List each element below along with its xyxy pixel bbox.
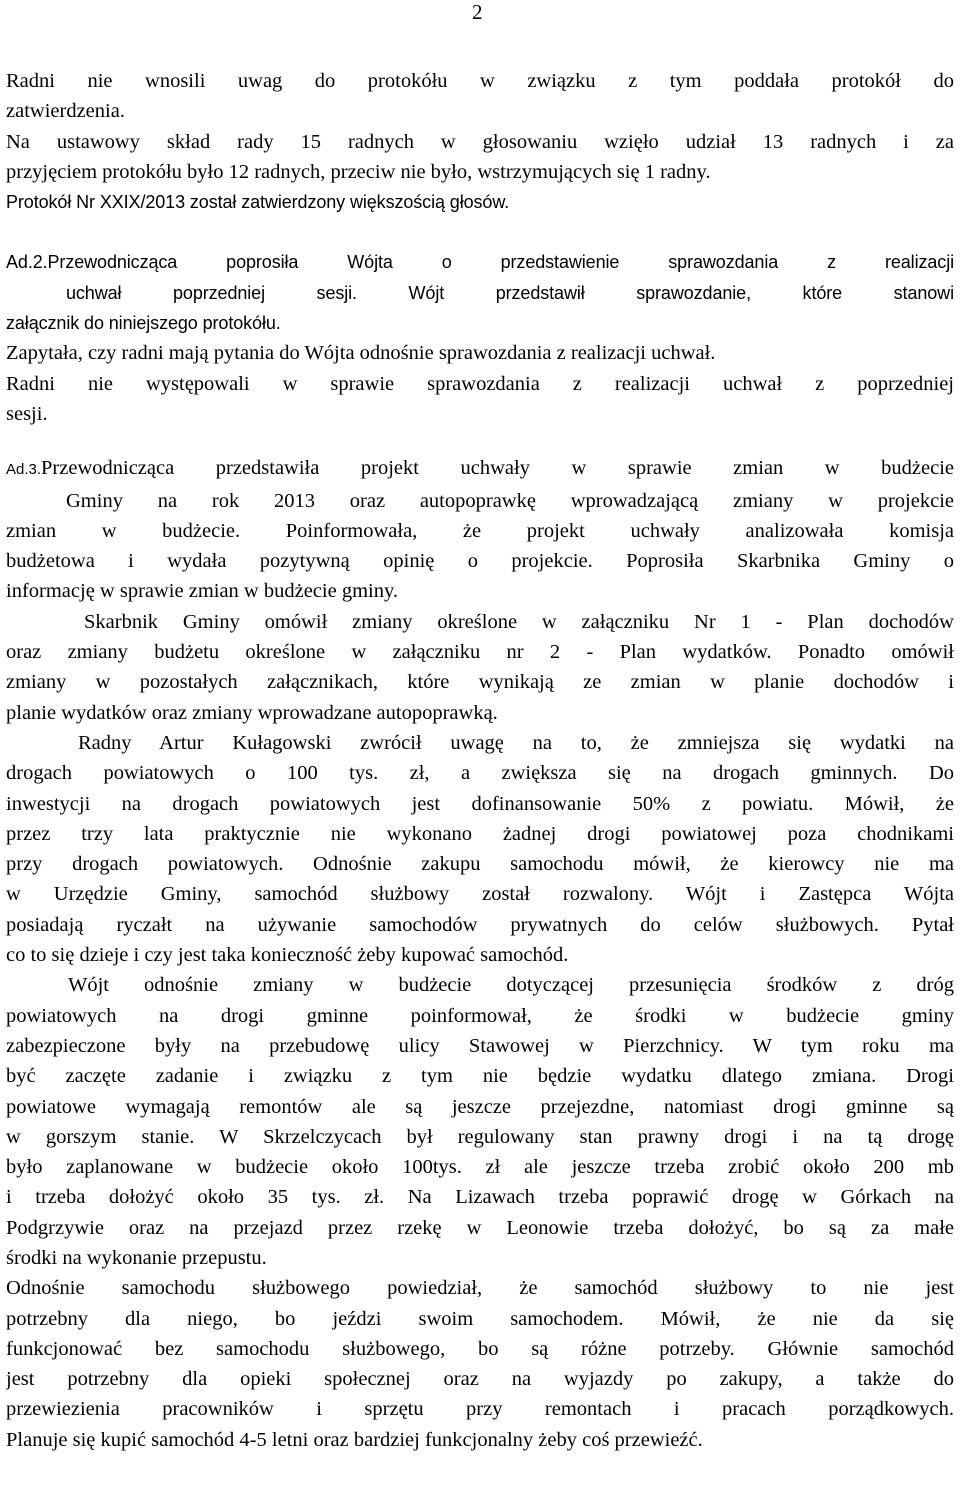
paragraph-gap xyxy=(6,429,954,453)
line-text: być zaczęte zadanie i związku z tym nie będzie wydatku dlatego zmiana. Drogi xyxy=(6,1065,954,1088)
text-line xyxy=(6,970,954,1000)
line-text: drogach powiatowych o 100 tys. zł, a zwiększa się na drogach gminnych. Do xyxy=(6,762,954,785)
line-text: Wójt odnośnie zmiany w budżecie dotyczącej przesunięcia środków z dróg xyxy=(68,974,954,997)
text-line xyxy=(6,758,954,788)
text-line xyxy=(6,789,954,819)
text-line xyxy=(6,1394,954,1424)
line-text: zabezpieczone były na przebudowę ulicy Stawowej w Pierzchnicy. W tym roku ma xyxy=(6,1034,954,1057)
line-text: Planuje się kupić samochód 4-5 letni oraz bardziej funkcjonalny żeby coś przewieźć. xyxy=(6,1428,703,1451)
line-text: jest potrzebny dla opieki społecznej oraz na wyjazdy po zakupy, a także do xyxy=(6,1368,954,1391)
line-text: co to się dzieje i czy jest taka konieczność żeby kupować samochód. xyxy=(6,944,569,967)
line-text: w gorszym stanie. W Skrzelczycach był regulowany stan prawny drogi i na tą drogę xyxy=(6,1125,954,1148)
text-line xyxy=(6,1031,954,1061)
text-line xyxy=(6,1152,954,1182)
text-line xyxy=(6,1122,954,1152)
text-line xyxy=(6,399,954,429)
text-line xyxy=(6,1243,954,1273)
document-body xyxy=(6,66,954,1455)
line-text: inwestycji na drogach powiatowych jest dofinansowanie 50% z powiatu. Mówił, że xyxy=(6,792,954,815)
text-line xyxy=(6,698,954,728)
text-line xyxy=(6,576,954,606)
line-text: Radni nie wnosili uwag do protokółu w związku z tym poddała protokół do xyxy=(6,70,954,92)
line-text: uchwał poprzedniej sesji. Wójt przedstawił sprawozdanie, które stanowi xyxy=(66,282,954,303)
line-text: Odnośnie samochodu służbowego powiedział, że samochód służbowy to nie jest xyxy=(6,1277,954,1300)
text-line xyxy=(6,1364,954,1394)
line-text: budżetowa i wydała pozytywną opinię o projekcie. Poprosiła Skarbnika Gminy o xyxy=(6,550,954,573)
line-text: i trzeba dołożyć około 35 tys. zł. Na Lizawach trzeba poprawić drogę w Górkach na xyxy=(6,1186,954,1209)
text-line xyxy=(6,1304,954,1334)
text-line xyxy=(6,879,954,909)
text-line xyxy=(6,187,954,217)
text-line xyxy=(6,247,954,277)
text-line xyxy=(6,66,954,96)
line-text: Skarbnik Gminy omówił zmiany określone w załączniku Nr 1 - Plan dochodów xyxy=(84,610,954,633)
line-text: zmian w budżecie. Poinformowała, że projekt uchwały analizowała komisja xyxy=(6,519,954,542)
text-line xyxy=(6,516,954,546)
text-line xyxy=(6,1273,954,1303)
line-text: funkcjonować bez samochodu służbowego, bo są różne potrzeby. Głównie samochód xyxy=(6,1337,954,1360)
line-text: planie wydatków oraz zmiany wprowadzane autopoprawką. xyxy=(6,701,498,724)
text-line xyxy=(6,1425,954,1455)
text-line xyxy=(6,546,954,576)
text-line xyxy=(6,278,954,308)
text-line xyxy=(6,96,954,126)
line-text: środki na wykonanie przepustu. xyxy=(6,1246,267,1269)
text-line xyxy=(6,1213,954,1243)
line-text: Przewodnicząca przedstawiła projekt uchwały w sprawie zmian w budżecie xyxy=(41,457,954,480)
line-text: zatwierdzenia. xyxy=(6,100,125,123)
line-text: powiatowe wymagają remontów ale są jeszcze przejezdne, natomiast drogi gminne są xyxy=(6,1095,954,1118)
line-text: Na ustawowy skład rady 15 radnych w głosowaniu wzięło udział 13 radnych i za xyxy=(6,130,954,153)
text-line xyxy=(6,127,954,157)
text-line xyxy=(6,308,954,338)
text-line xyxy=(6,1334,954,1364)
text-line xyxy=(6,1092,954,1122)
text-line xyxy=(6,1061,954,1091)
line-text: Protokół Nr XXIX/2013 został zatwierdzony większością głosów. xyxy=(6,192,510,213)
agenda-item-label: Ad.3. xyxy=(6,461,42,479)
line-text: było zaplanowane w budżecie około 100tys. zł ale jeszcze trzeba zrobić około 200 mb xyxy=(6,1156,954,1179)
line-text: przewiezienia pracowników i sprzętu przy remontach i pracach porządkowych. xyxy=(6,1398,954,1421)
text-line xyxy=(6,338,954,368)
line-text: przyjęciem protokółu było 12 radnych, przeciw nie było, wstrzymujących się 1 radny. xyxy=(6,160,711,183)
line-text: Radny Artur Kułagowski zwrócił uwagę na to, że zmniejsza się wydatki na xyxy=(78,731,954,754)
text-line xyxy=(6,637,954,667)
text-line xyxy=(6,819,954,849)
text-line xyxy=(6,157,954,187)
text-line xyxy=(6,667,954,697)
line-text: w Urzędzie Gminy, samochód służbowy został rozwalony. Wójt i Zastępca Wójta xyxy=(6,883,954,906)
page-number: 2 xyxy=(472,0,483,24)
text-line xyxy=(6,486,954,516)
line-text: zmiany w pozostałych załącznikach, które wynikają ze zmian w planie dochodów i xyxy=(6,671,954,694)
line-text: sesji. xyxy=(6,402,48,425)
line-text: Podgrzywie oraz na przejazd przez rzekę w Leonowie trzeba dołożyć, bo są za małe xyxy=(6,1216,954,1239)
line-text: Zapytała, czy radni mają pytania do Wójta odnośnie sprawozdania z realizacji uchwał. xyxy=(6,342,716,365)
text-line xyxy=(6,607,954,637)
line-text: oraz zmiany budżetu określone w załączniku nr 2 - Plan wydatków. Ponadto omówił xyxy=(6,641,954,664)
text-line xyxy=(6,1001,954,1031)
text-line xyxy=(6,728,954,758)
text-line xyxy=(6,910,954,940)
text-line xyxy=(6,940,954,970)
line-text: przy drogach powiatowych. Odnośnie zakupu samochodu mówił, że kierowcy nie ma xyxy=(6,853,954,876)
line-text: powiatowych na drogi gminne poinformował, że środki w budżecie gminy xyxy=(6,1004,954,1027)
line-text: załącznik do niniejszego protokółu. xyxy=(6,313,281,334)
line-text: informację w sprawie zmian w budżecie gminy. xyxy=(6,580,399,603)
text-line xyxy=(6,1182,954,1212)
line-text: przez trzy lata praktycznie nie wykonano żadnej drogi powiatowej poza chodnikami xyxy=(6,822,954,845)
text-line xyxy=(6,849,954,879)
line-text: potrzebny dla niego, bo jeździ swoim samochodem. Mówił, że nie da się xyxy=(6,1307,954,1330)
text-line xyxy=(6,369,954,399)
line-text: posiadają ryczałt na używanie samochodów prywatnych do celów służbowych. Pytał xyxy=(6,913,954,936)
text-line xyxy=(6,453,954,485)
paragraph-gap xyxy=(6,217,954,247)
line-text: Ad.2.Przewodnicząca poprosiła Wójta o przedstawienie sprawozdania z realizacji xyxy=(6,252,954,273)
line-text: Radni nie występowali w sprawie sprawozdania z realizacji uchwał z poprzedniej xyxy=(6,372,954,395)
line-text: Gminy na rok 2013 oraz autopoprawkę wprowadzającą zmiany w projekcie xyxy=(66,489,954,512)
